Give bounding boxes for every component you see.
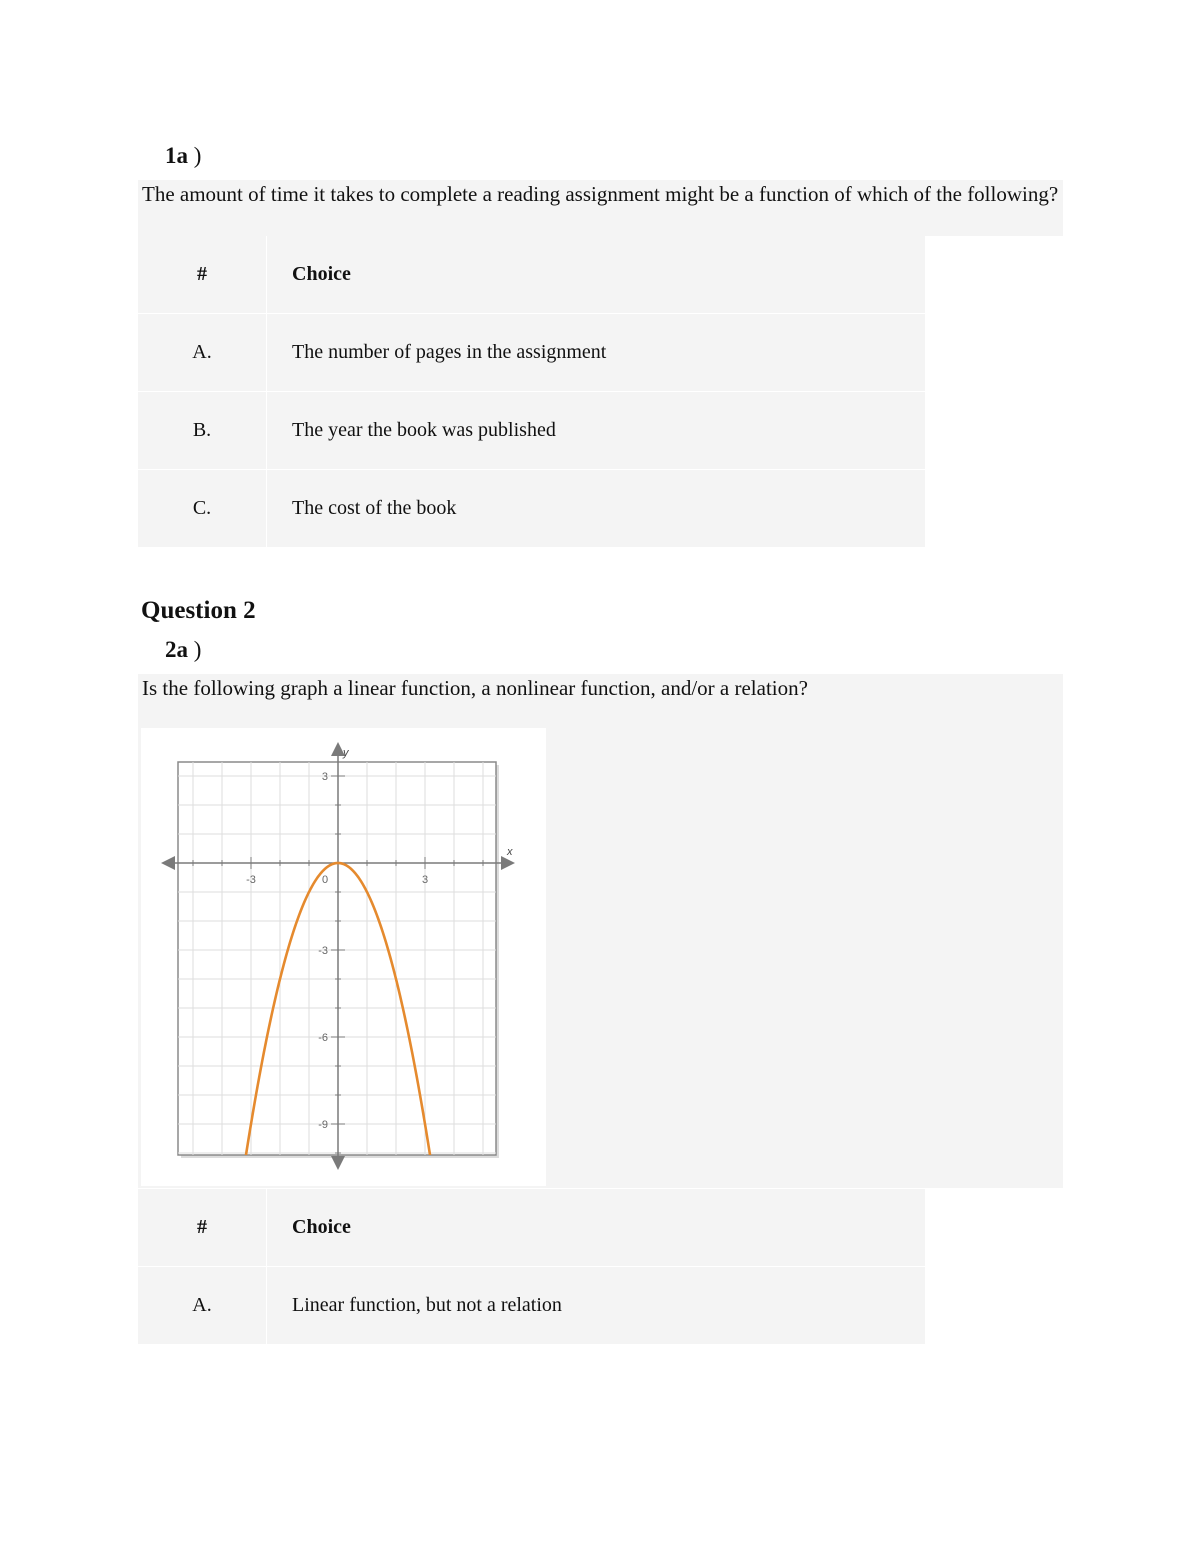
choice-row-a[interactable] (138, 314, 925, 392)
choice-text: Linear function, but not a relation (267, 1267, 925, 1344)
question-1-prompt: The amount of time it takes to complete a reading assignment might be a function of which of the following? (138, 180, 1063, 236)
header-number: # (138, 236, 267, 313)
origin-label: 0 (322, 874, 329, 886)
header-choice: Choice (267, 1189, 925, 1266)
table-header-row (138, 1189, 925, 1267)
part-label-text: 1a (165, 143, 188, 168)
table-header-row (138, 236, 925, 314)
choice-text: The cost of the book (267, 470, 925, 547)
x-axis-right-arrow-icon (501, 856, 515, 870)
x-axis-left-arrow-icon (161, 856, 175, 870)
header-choice: Choice (267, 236, 925, 313)
x-tick-label: -3 (246, 874, 256, 886)
choice-table-2 (138, 1189, 925, 1344)
x-axis-label: x (507, 846, 513, 858)
graph-frame (178, 762, 496, 1155)
y-tick-label: -6 (318, 1032, 328, 1044)
y-axis-down-arrow-icon (331, 1156, 345, 1170)
part-label-paren: ) (193, 143, 202, 168)
part-label-2a (165, 637, 201, 663)
choice-table-1 (138, 236, 925, 547)
y-tick-label: -9 (318, 1119, 328, 1131)
graph-panel (138, 701, 1063, 1188)
x-tick-label: 3 (421, 874, 429, 886)
choice-letter: A. (138, 314, 267, 391)
header-number: # (138, 1189, 267, 1266)
part-label-text: 2a (165, 637, 188, 662)
part-label-1a (165, 143, 201, 169)
y-axis-label: y (343, 747, 349, 759)
choice-row-a[interactable] (138, 1267, 925, 1344)
question-2-prompt: Is the following graph a linear function, a nonlinear function, and/or a relation? (138, 674, 1063, 702)
choice-row-c[interactable] (138, 470, 925, 547)
choice-letter: A. (138, 1267, 267, 1344)
question-2-heading: Question 2 (141, 597, 256, 624)
part-label-paren: ) (193, 637, 202, 662)
y-tick-label: -3 (318, 945, 328, 957)
graph-image (141, 728, 546, 1186)
choice-letter: C. (138, 470, 267, 547)
y-tick-label: 3 (321, 771, 328, 783)
choice-row-b[interactable] (138, 392, 925, 470)
choice-text: The year the book was published (267, 392, 925, 469)
choice-letter: B. (138, 392, 267, 469)
parabola-chart (141, 728, 546, 1186)
choice-text: The number of pages in the assignment (267, 314, 925, 391)
